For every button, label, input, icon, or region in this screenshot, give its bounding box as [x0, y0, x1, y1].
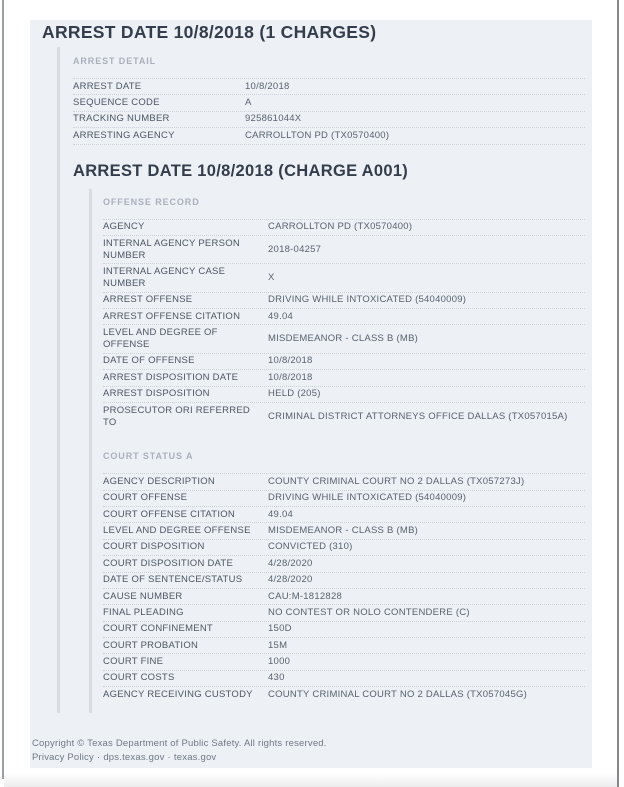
table-row [103, 353, 585, 369]
field-label: AGENCY RECEIVING CUSTODY [103, 688, 253, 700]
field-value: 925861044X [245, 113, 302, 125]
field-value: HELD (205) [268, 388, 321, 400]
window-left-border [2, 0, 4, 779]
arrest-section [57, 47, 585, 713]
field-label: DATE OF SENTENCE/STATUS [103, 574, 243, 586]
field-label: CAUSE NUMBER [103, 590, 183, 602]
table-row [103, 263, 585, 291]
footer-separator: · [96, 752, 101, 763]
field-value: MISDEMEANOR - CLASS B (MB) [268, 333, 419, 345]
field-label: COURT FINE [103, 656, 164, 668]
field-value: 4/28/2020 [268, 557, 313, 569]
field-label: COURT DISPOSITION DATE [103, 557, 234, 569]
page-footer [30, 713, 585, 766]
field-label: COURT DISPOSITION [103, 541, 205, 553]
field-label: ARREST DISPOSITION [103, 388, 210, 400]
field-value: 15M [268, 639, 288, 651]
field-value: MISDEMEANOR - CLASS B (MB) [268, 525, 419, 537]
table-row [103, 670, 585, 686]
field-label: COURT PROBATION [103, 639, 199, 651]
field-value: DRIVING WHILE INTOXICATED (54040009) [268, 492, 467, 504]
window-right-border [617, 0, 619, 787]
table-row [103, 686, 585, 702]
table-row [103, 473, 585, 489]
table-row [103, 637, 585, 653]
field-label: COURT OFFENSE [103, 492, 188, 504]
table-row [103, 308, 585, 324]
table-row [103, 539, 585, 555]
field-label: TRACKING NUMBER [73, 113, 170, 125]
arrest-date-charge-a001-heading: ARREST DATE 10/8/2018 (CHARGE A001) [73, 161, 409, 180]
field-value: A [245, 97, 252, 109]
bottom-edge-shadow [4, 773, 617, 787]
footer-links [32, 751, 585, 766]
footer-separator: · [167, 752, 171, 763]
table-row [103, 292, 585, 308]
field-label: PROSECUTOR ORI REFERRED TO [103, 404, 251, 428]
field-value: 10/8/2018 [268, 371, 313, 383]
field-label: COURT CONFINEMENT [103, 623, 213, 635]
field-value: 4/28/2020 [268, 574, 313, 586]
arrest-detail-table [73, 78, 585, 145]
arrest-date-charges-heading: ARREST DATE 10/8/2018 (1 CHARGES) [42, 22, 377, 42]
court-status-table [103, 473, 585, 702]
table-row [103, 490, 585, 506]
field-label: ARREST OFFENSE [103, 294, 193, 306]
table-row [103, 653, 585, 669]
table-row [103, 506, 585, 522]
court-status-header: COURT STATUS A [103, 451, 194, 462]
field-value: CAU:M-1812828 [268, 590, 343, 602]
field-value: 430 [268, 672, 285, 684]
arrest-record-panel [30, 20, 592, 768]
field-value: COUNTY CRIMINAL COURT NO 2 DALLAS (TX057273J) [268, 475, 525, 487]
privacy-policy-link[interactable]: Privacy Policy [32, 752, 94, 763]
field-value: 150D [268, 623, 292, 635]
field-label: INTERNAL AGENCY PERSON NUMBER [103, 237, 240, 261]
table-row [103, 402, 585, 430]
field-value: CARROLLTON PD (TX0570400) [268, 221, 413, 233]
field-value: NO CONTEST OR NOLO CONTENDERE (C) [268, 606, 470, 618]
table-row [103, 235, 585, 263]
table-row [103, 369, 585, 385]
field-label: COURT OFFENSE CITATION [103, 508, 235, 520]
offense-record-table [103, 219, 585, 431]
field-label: SEQUENCE CODE [73, 97, 160, 109]
field-value: CONVICTED (310) [268, 541, 353, 553]
texas-gov-link[interactable]: texas.gov [173, 752, 217, 763]
field-value: DRIVING WHILE INTOXICATED (54040009) [268, 294, 467, 306]
table-row [103, 572, 585, 588]
field-value: 2018-04257 [268, 243, 322, 255]
field-value: X [268, 271, 275, 283]
field-label: COURT COSTS [103, 672, 175, 684]
table-row [73, 111, 585, 127]
field-label: AGENCY DESCRIPTION [103, 475, 216, 487]
offense-record-header: OFFENSE RECORD [103, 196, 200, 207]
table-row [73, 94, 585, 110]
field-label: LEVEL AND DEGREE OF OFFENSE [103, 327, 218, 351]
field-value: COUNTY CRIMINAL COURT NO 2 DALLAS (TX057045G) [268, 688, 528, 700]
field-value: 49.04 [268, 310, 294, 322]
field-value: 49.04 [268, 508, 294, 520]
arrest-detail-header: ARREST DETAIL [73, 56, 157, 66]
field-label: LEVEL AND DEGREE OFFENSE [103, 525, 251, 537]
field-label: ARRESTING AGENCY [73, 129, 175, 141]
table-row [103, 522, 585, 538]
table-row [103, 219, 585, 235]
table-row [103, 324, 585, 352]
table-row [103, 621, 585, 637]
dps-texas-gov-link[interactable]: dps.texas.gov [103, 752, 165, 763]
field-label: INTERNAL AGENCY CASE NUMBER [103, 265, 226, 289]
field-label: FINAL PLEADING [103, 606, 184, 618]
table-row [73, 78, 585, 94]
copyright-text: Copyright © Texas Department of Public Safety. All rights reserved. [32, 737, 327, 749]
table-row [103, 604, 585, 620]
field-value: 10/8/2018 [268, 355, 313, 367]
field-value: CRIMINAL DISTRICT ATTORNEYS OFFICE DALLAS (TX057015A) [268, 410, 568, 422]
field-value: CARROLLTON PD (TX0570400) [245, 129, 390, 141]
field-value: 10/8/2018 [245, 80, 290, 92]
field-label: ARREST DATE [73, 80, 142, 92]
field-value: 1000 [268, 656, 291, 668]
charge-a001-section [89, 189, 585, 713]
field-label: DATE OF OFFENSE [103, 355, 195, 367]
table-row [103, 555, 585, 571]
field-label: AGENCY [103, 221, 145, 233]
table-row [103, 588, 585, 604]
field-label: ARREST OFFENSE CITATION [103, 310, 241, 322]
table-row [73, 127, 585, 143]
field-label: ARREST DISPOSITION DATE [103, 371, 239, 383]
table-row [103, 386, 585, 402]
